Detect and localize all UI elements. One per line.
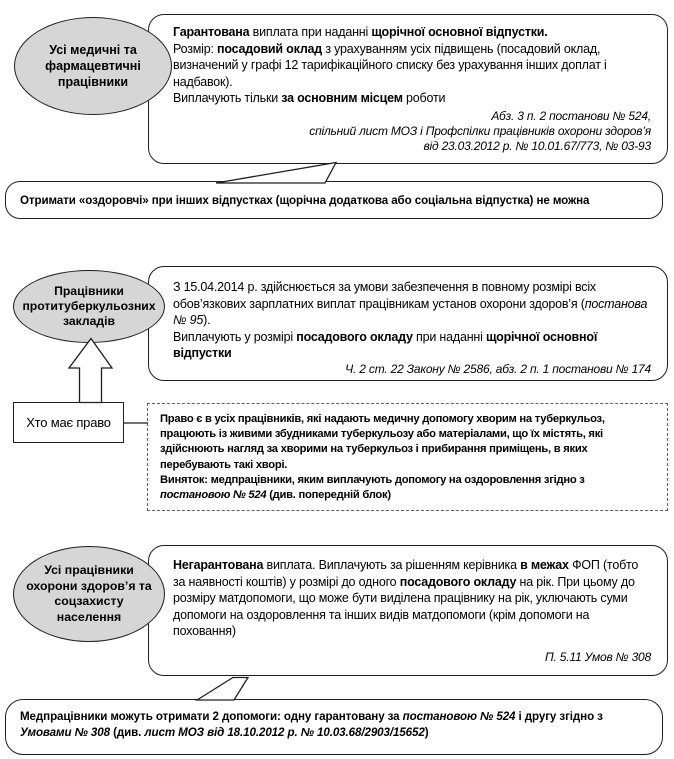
card-nonguaranteed-payment <box>148 545 668 676</box>
card-guaranteed-payment-citation: Абз. 3 п. 2 постанови № 524, спільний лист МОЗ і Профспілки працівників охорони здоров’я від 23.03.2012 р. № 10.01.67/773, № 03-93 <box>309 109 651 153</box>
note-banner-other-vacations-text: Отримати «оздоровчі» при інших відпустках (щорічна додаткова або соціальна відпустка) не можна <box>20 193 590 207</box>
card-nonguaranteed-payment-text: Негарантована виплата. Виплачують за рішенням керівника в межах ФОП (тобто за наявності коштів) у розмірі до одного посадового окладу на рік. При цьому до розміру матдопомоги, що може бути виділена працівнику на рік, уключають суми допомоги на оздоровлення та інших видів матдопомоги (крім допомоги на поховання) <box>173 558 639 639</box>
callout-pointer-bottom-icon <box>197 678 248 701</box>
group-ellipse-all-health-social-workers <box>13 546 165 642</box>
card-tb-facility-payment-text: З 15.04.2014 р. здійснюється за умови забезпечення в повному розмірі всіх обов’язкових зарплатних виплат працівникам установ охорони здоров’я (постанова № 95). Виплачують у розмірі посадового окладу при наданні щорічної основної відпустки <box>173 280 648 361</box>
callout-pointer-top-icon <box>216 163 336 184</box>
group-ellipse-all-health-social-workers-label: Усі працівники охорони здоров’я та соцзахисту населення <box>26 563 152 624</box>
card-tb-facility-payment <box>148 266 668 381</box>
note-banner-other-vacations <box>5 181 663 219</box>
note-banner-two-benefits-text: Медпрацівники можуть отримати 2 допомоги: одну гарантовану за постановою № 524 і другу згідно з Умовами № 308 (див. лист МОЗ від 18.10.2012 р. № 10.03.68/2903/15652) <box>20 710 603 739</box>
group-ellipse-tb-facility-workers <box>13 270 165 343</box>
card-guaranteed-payment <box>148 14 668 164</box>
card-guaranteed-payment-text: Гарантована виплата при наданні щорічної основної відпустки. Розмір: посадовий оклад з урахуванням усіх підвищень (посадовий оклад, визначений у графі 12 тарифікаційного списку без урахування інших доплат і надбавок). Виплачують тільки за основним місцем роботи <box>173 25 607 106</box>
eligibility-exception-text: Право є в усіх працівників, які надають медичну допомогу хворим на туберкульоз, працюють із живими збудниками туберкульозу або матеріалами, що їх містять, які здійснюють нагляд за хворими на туберкульоз і прибирання приміщень, в яких перебувають такі хворі. Виняток: медпрацівники, яким виплачують допомогу на оздоровлення згідно з постановою № 524 (див. попередній блок) <box>160 413 605 502</box>
who-has-right-box <box>13 402 124 443</box>
note-banner-two-benefits <box>5 699 663 755</box>
group-ellipse-all-medical-workers <box>14 17 172 115</box>
eligibility-exception-box <box>147 403 668 511</box>
group-ellipse-tb-facility-workers-label: Працівники протитуберкульозних закладів <box>22 284 156 328</box>
card-nonguaranteed-payment-citation: П. 5.11 Умов № 308 <box>545 650 651 664</box>
who-has-right-label: Хто має право <box>26 415 111 430</box>
card-tb-facility-payment-citation: Ч. 2 ст. 22 Закону № 2586, абз. 2 п. 1 постанови № 174 <box>345 361 651 376</box>
group-ellipse-all-medical-workers-label: Усі медичні та фармацевтичні працівники <box>45 43 141 89</box>
up-block-arrow-icon <box>69 339 112 403</box>
